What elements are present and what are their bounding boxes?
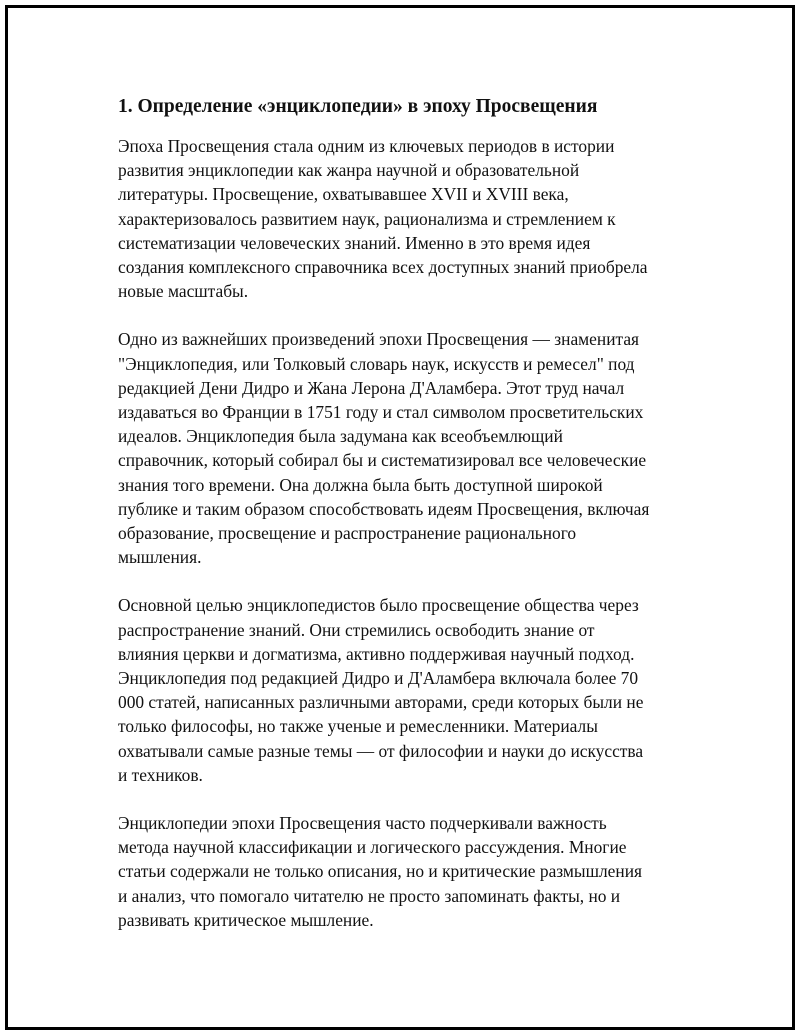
- text-line: развития энциклопедии как жанра научной и образовательной: [118, 160, 580, 181]
- text-line: статьи содержали не только описания, но и критические размышления: [118, 861, 643, 882]
- text-line: "Энциклопедия, или Толковый словарь наук, искусств и ремесел" под: [118, 353, 635, 374]
- text-line: характеризовалось развитием наук, рационализма и стремлением к: [118, 208, 616, 229]
- paragraph-4: [118, 811, 688, 932]
- text-line: 000 статей, написанных различными авторами, среди которых были не: [118, 692, 644, 713]
- text-line: развивать критическое мышление.: [118, 909, 374, 930]
- text-line: публике и таким образом способствовать идеям Просвещения, включая: [118, 498, 650, 519]
- text-line: и анализ, что помогало читателю не просто запоминать факты, но и: [118, 885, 621, 906]
- text-line: метода научной классификации и логического рассуждения. Многие: [118, 837, 627, 858]
- text-line: образование, просвещение и распространение рационального: [118, 523, 577, 544]
- text-line: Энциклопедии эпохи Просвещения часто подчеркивали важность: [118, 813, 607, 834]
- paragraph-1: [118, 134, 688, 303]
- document-body: [118, 94, 688, 956]
- text-line: систематизации человеческих знаний. Именно в это время идея: [118, 232, 591, 253]
- text-line: охватывали самые разные темы — от философии и науки до искусства: [118, 740, 644, 761]
- paragraph-3: [118, 593, 688, 787]
- text-line: распространение знаний. Они стремились освободить знание от: [118, 619, 595, 640]
- text-line: Основной целью энциклопедистов было просвещение общества через: [118, 595, 639, 616]
- text-line: издаваться во Франции в 1751 году и стал символом просветительских: [118, 402, 644, 423]
- text-line: литературы. Просвещение, охватывавшее XVII и XVIII века,: [118, 184, 569, 205]
- text-line: создания комплексного справочника всех доступных знаний приобрела: [118, 257, 648, 278]
- text-line: и техников.: [118, 764, 203, 785]
- text-line: Эпоха Просвещения стала одним из ключевых периодов в истории: [118, 136, 615, 156]
- text-line: влияния церкви и догматизма, активно поддерживая научный подход.: [118, 643, 635, 664]
- text-line: редакцией Дени Дидро и Жана Лерона Д'Аламбера. Этот труд начал: [118, 377, 625, 398]
- text-line: новые масштабы.: [118, 281, 249, 302]
- text-line: знания того времени. Она должна была быть доступной широкой: [118, 474, 603, 495]
- text-line: Энциклопедия под редакцией Дидро и Д'Аламбера включала более 70: [118, 668, 639, 689]
- text-line: идеалов. Энциклопедия была задумана как всеобъемлющий: [118, 426, 563, 447]
- paragraph-2: [118, 327, 688, 569]
- text-line: только философы, но также ученые и ремесленники. Материалы: [118, 716, 598, 737]
- section-heading: 1. Определение «энциклопедии» в эпоху Просвещения: [118, 96, 598, 117]
- text-line: справочник, который собирал бы и систематизировал все человеческие: [118, 450, 647, 471]
- text-line: Одно из важнейших произведений эпохи Просвещения — знаменитая: [118, 329, 640, 350]
- text-line: мышления.: [118, 547, 202, 568]
